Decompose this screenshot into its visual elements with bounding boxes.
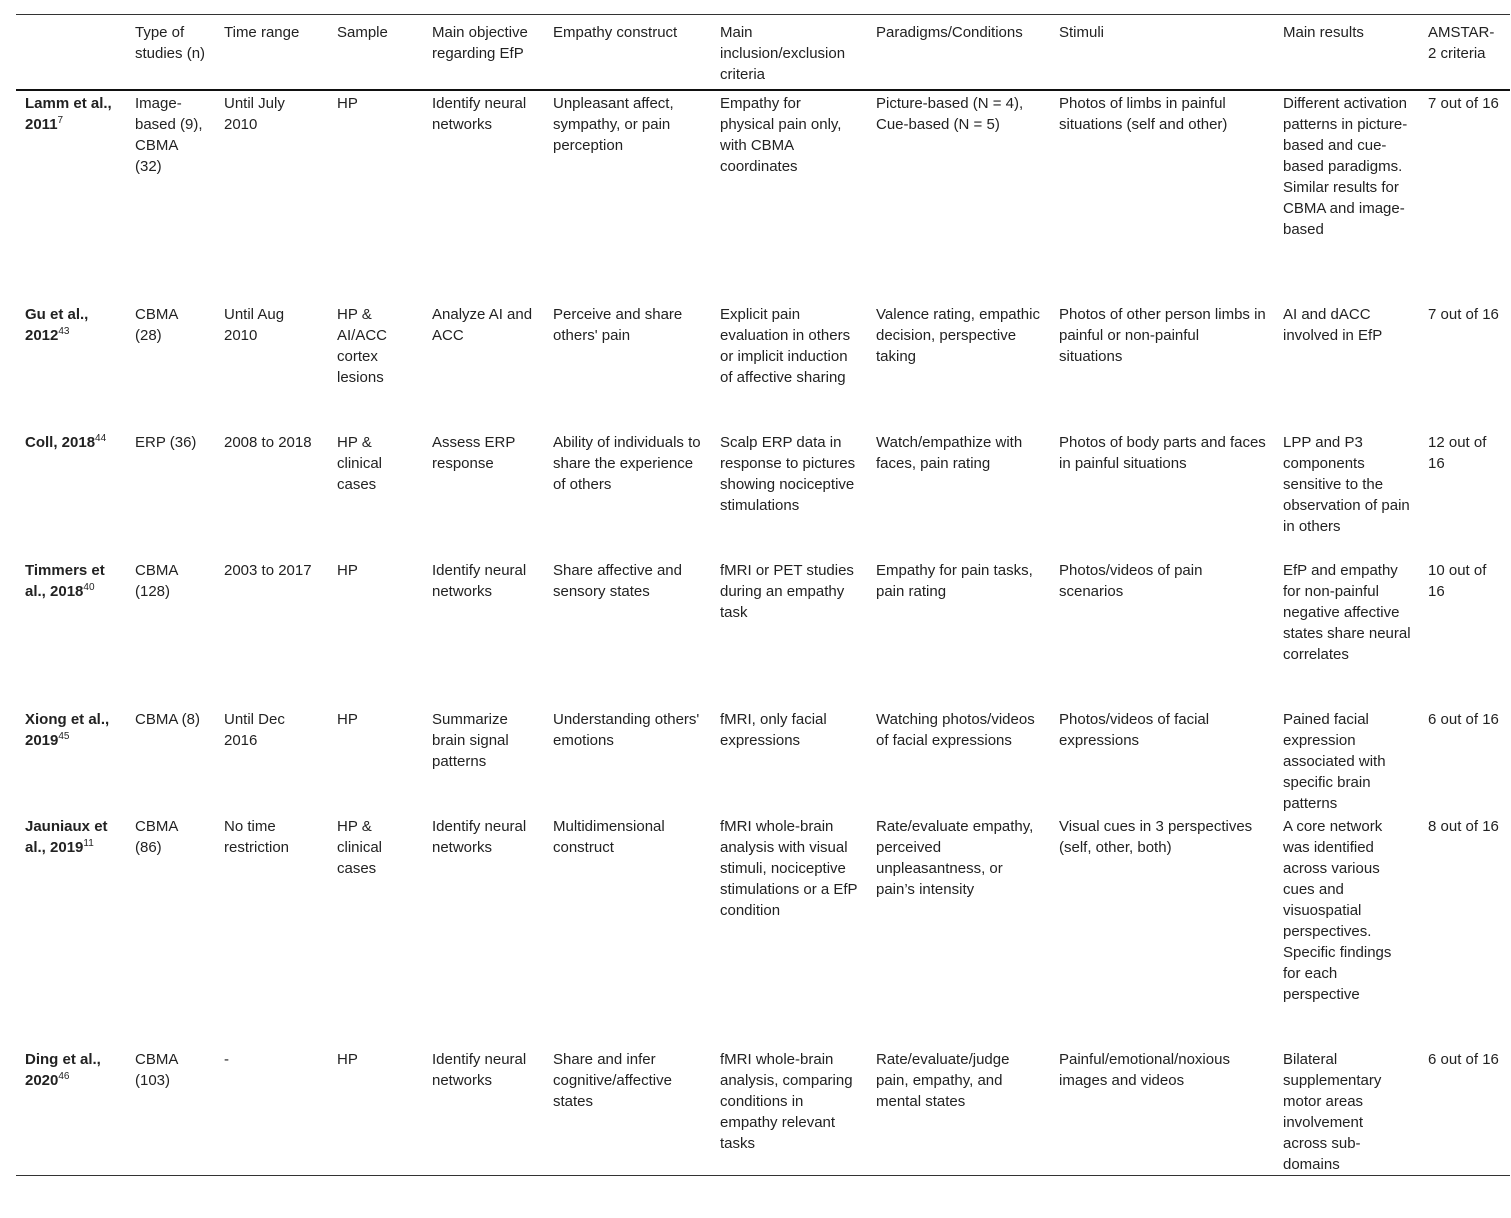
cell-amstar: 7 out of 16 <box>1428 95 1499 112</box>
cell-empathy-construct: Share and infer cognitive/affective states <box>553 1051 672 1110</box>
study-name: Jauniaux et al., 2019 <box>25 818 108 856</box>
cell-sample: HP <box>337 562 358 579</box>
cell-empathy-construct: Understanding others' emotions <box>553 711 700 749</box>
cell-type-of-studies: ERP (36) <box>135 434 197 451</box>
header-row <box>16 15 1510 91</box>
reference-number: 43 <box>58 326 70 337</box>
cell-main-objective: Summarize brain signal patterns <box>432 711 509 770</box>
cell-time-range: Until Dec 2016 <box>224 711 285 749</box>
cell-main-objective: Identify neural networks <box>432 818 527 856</box>
cell-inclusion-criteria: fMRI whole-brain analysis with visual stimuli, nociceptive stimulations or a EfP condition <box>720 818 858 919</box>
cell-time-range: Until July 2010 <box>224 95 285 133</box>
cell-paradigms: Rate/evaluate/judge pain, empathy, and mental states <box>876 1051 1010 1110</box>
cell-inclusion-criteria: fMRI whole-brain analysis, comparing conditions in empathy relevant tasks <box>720 1051 853 1152</box>
reference-number: 40 <box>83 582 95 593</box>
cell-stimuli: Visual cues in 3 perspectives (self, other, both) <box>1059 818 1253 856</box>
header-study <box>16 15 126 91</box>
cell-paradigms: Watch/empathize with faces, pain rating <box>876 434 1023 472</box>
study-name: Coll, 2018 <box>25 434 96 451</box>
cell-time-range: - <box>224 1051 229 1068</box>
study-name: Ding et al., 2020 <box>25 1051 101 1089</box>
study-name: Timmers et al., 2018 <box>25 562 105 600</box>
table-row <box>16 90 1510 302</box>
cell-inclusion-criteria: Explicit pain evaluation in others or implicit induction of affective sharing <box>720 306 851 386</box>
table-header <box>16 15 1510 91</box>
cell-paradigms: Valence rating, empathic decision, perspective taking <box>876 306 1040 365</box>
cell-sample: HP <box>337 1051 358 1068</box>
cell-empathy-construct: Ability of individuals to share the experience of others <box>553 434 701 493</box>
cell-time-range: No time restriction <box>224 818 290 856</box>
header-main-objective: Main objective regarding EfP <box>432 24 528 62</box>
header-stimuli: Stimuli <box>1059 24 1105 41</box>
reference-number: 7 <box>57 115 64 126</box>
cell-study <box>16 430 126 558</box>
cell-main-objective: Analyze AI and ACC <box>432 306 533 344</box>
cell-study <box>16 558 126 707</box>
study-name: Gu et al., 2012 <box>25 306 89 344</box>
cell-main-results: LPP and P3 components sensitive to the observation of pain in others <box>1283 434 1410 535</box>
cell-main-objective: Identify neural networks <box>432 1051 527 1089</box>
cell-main-results: EfP and empathy for non-painful negative affective states share neural correlates <box>1283 562 1411 663</box>
table-row <box>16 558 1510 707</box>
cell-type-of-studies: CBMA (86) <box>135 818 178 856</box>
cell-main-results: Different activation patterns in picture-based and cue-based paradigms. Similar results for CBMA and image-based <box>1283 95 1408 238</box>
cell-inclusion-criteria: Scalp ERP data in response to pictures showing nociceptive stimulations <box>720 434 856 514</box>
reference-number: 46 <box>58 1071 70 1082</box>
cell-stimuli: Photos of body parts and faces in painful situations <box>1059 434 1266 472</box>
cell-type-of-studies: Image-based (9), CBMA (32) <box>135 95 203 175</box>
cell-empathy-construct: Unpleasant affect, sympathy, or pain perception <box>553 95 674 154</box>
cell-amstar: 12 out of 16 <box>1428 434 1487 472</box>
cell-sample: HP & AI/ACC cortex lesions <box>337 306 388 386</box>
cell-amstar: 6 out of 16 <box>1428 711 1499 728</box>
cell-type-of-studies: CBMA (28) <box>135 306 178 344</box>
cell-paradigms: Rate/evaluate empathy, perceived unpleasantness, or pain’s intensity <box>876 818 1034 898</box>
cell-amstar: 6 out of 16 <box>1428 1051 1499 1068</box>
header-paradigms: Paradigms/Conditions <box>876 24 1023 41</box>
cell-main-objective: Identify neural networks <box>432 562 527 600</box>
cell-main-results: AI and dACC involved in EfP <box>1283 306 1383 344</box>
cell-study <box>16 90 126 302</box>
cell-stimuli: Photos/videos of pain scenarios <box>1059 562 1203 600</box>
cell-main-results: A core network was identified across various cues and visuospatial perspectives. Specific findings for each perspective <box>1283 818 1392 1003</box>
cell-sample: HP <box>337 95 358 112</box>
cell-stimuli: Painful/emotional/noxious images and videos <box>1059 1051 1230 1089</box>
cell-type-of-studies: CBMA (128) <box>135 562 178 600</box>
study-name: Lamm et al., 2011 <box>25 95 112 133</box>
reference-number: 11 <box>83 838 94 849</box>
cell-study <box>16 302 126 430</box>
cell-main-objective: Assess ERP response <box>432 434 516 472</box>
cell-stimuli: Photos/videos of facial expressions <box>1059 711 1210 749</box>
cell-paradigms: Watching photos/videos of facial expressions <box>876 711 1035 749</box>
cell-main-results: Bilateral supplementary motor areas involvement across sub-domains <box>1283 1051 1382 1173</box>
cell-inclusion-criteria: Empathy for physical pain only, with CBMA coordinates <box>720 95 842 175</box>
header-empathy-construct: Empathy construct <box>553 24 678 41</box>
cell-paradigms: Picture-based (N = 4), Cue-based (N = 5) <box>876 95 1024 133</box>
cell-type-of-studies: CBMA (103) <box>135 1051 178 1089</box>
cell-sample: HP <box>337 711 358 728</box>
table-row <box>16 707 1510 814</box>
study-name: Xiong et al., 2019 <box>25 711 110 749</box>
table-row <box>16 1047 1510 1176</box>
cell-stimuli: Photos of limbs in painful situations (self and other) <box>1059 95 1228 133</box>
table-row <box>16 430 1510 558</box>
cell-time-range: Until Aug 2010 <box>224 306 285 344</box>
cell-study <box>16 707 126 814</box>
header-main-results: Main results <box>1283 24 1364 41</box>
header-time-range: Time range <box>224 24 300 41</box>
table-row <box>16 814 1510 1047</box>
header-type-of-studies: Type of studies (n) <box>135 24 206 62</box>
review-table <box>16 14 1510 1176</box>
cell-empathy-construct: Share affective and sensory states <box>553 562 682 600</box>
reference-number: 44 <box>95 433 107 444</box>
header-inclusion-criteria: Main inclusion/exclusion criteria <box>720 24 846 83</box>
table-row <box>16 302 1510 430</box>
cell-empathy-construct: Multidimensional construct <box>553 818 665 856</box>
cell-amstar: 8 out of 16 <box>1428 818 1499 835</box>
cell-amstar: 7 out of 16 <box>1428 306 1499 323</box>
cell-type-of-studies: CBMA (8) <box>135 711 201 728</box>
cell-main-objective: Identify neural networks <box>432 95 527 133</box>
reference-number: 45 <box>58 731 70 742</box>
header-sample: Sample <box>337 24 388 41</box>
cell-inclusion-criteria: fMRI, only facial expressions <box>720 711 827 749</box>
cell-inclusion-criteria: fMRI or PET studies during an empathy task <box>720 562 854 621</box>
cell-time-range: 2008 to 2018 <box>224 434 312 451</box>
cell-main-results: Pained facial expression associated with specific brain patterns <box>1283 711 1386 812</box>
cell-amstar: 10 out of 16 <box>1428 562 1487 600</box>
cell-sample: HP & clinical cases <box>337 818 383 877</box>
cell-sample: HP & clinical cases <box>337 434 383 493</box>
cell-study <box>16 1047 126 1176</box>
cell-stimuli: Photos of other person limbs in painful or non-painful situations <box>1059 306 1266 365</box>
cell-empathy-construct: Perceive and share others' pain <box>553 306 683 344</box>
table-body <box>16 90 1510 1176</box>
header-amstar: AMSTAR-2 criteria <box>1428 24 1495 62</box>
cell-study <box>16 814 126 1047</box>
cell-time-range: 2003 to 2017 <box>224 562 312 579</box>
cell-paradigms: Empathy for pain tasks, pain rating <box>876 562 1033 600</box>
